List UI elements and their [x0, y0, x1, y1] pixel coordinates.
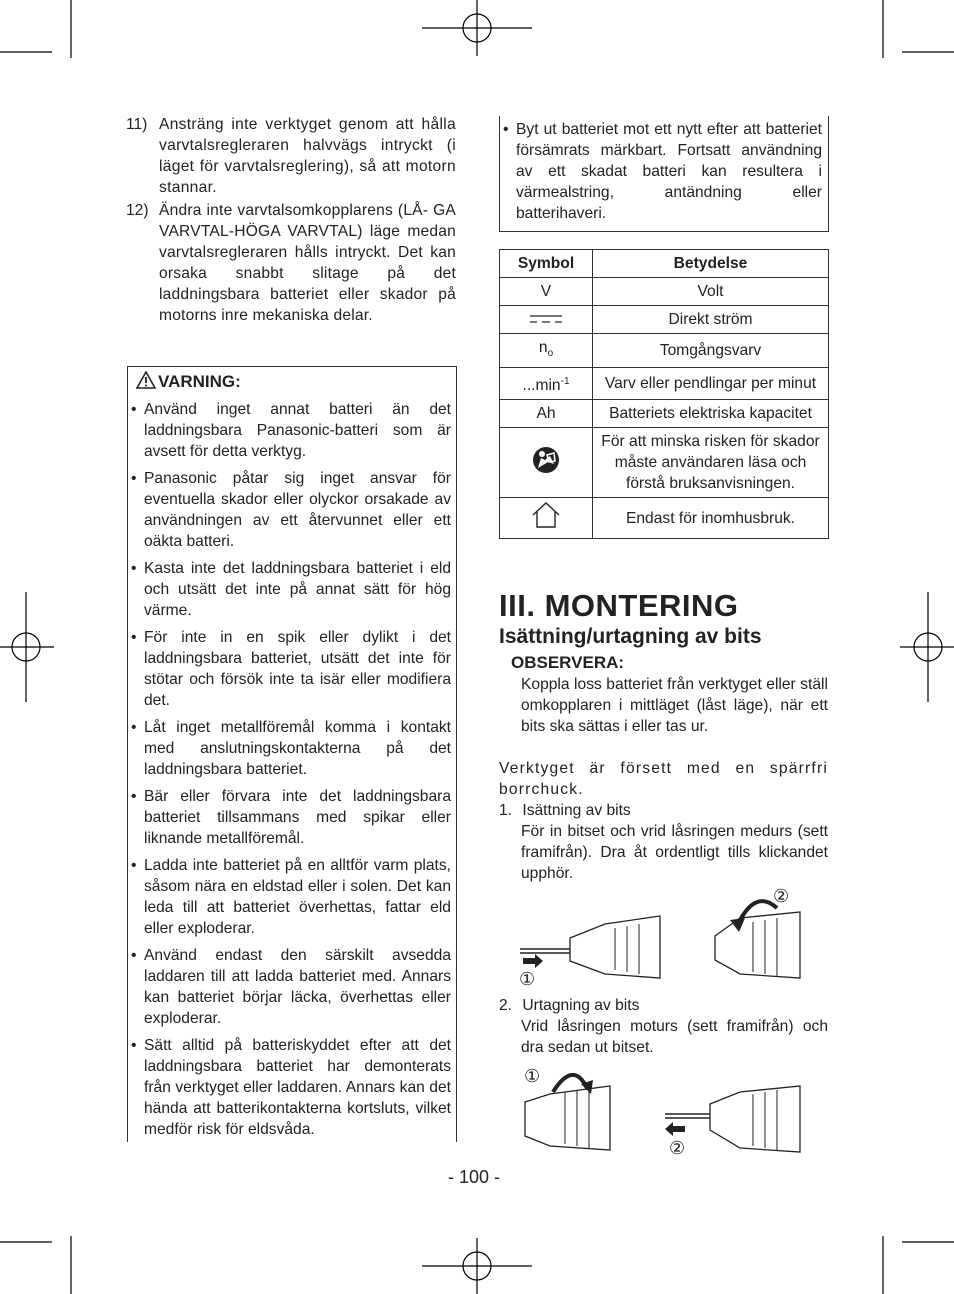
meaning-cell: Direkt ström — [593, 306, 829, 334]
step-number: 1. — [499, 802, 513, 819]
warning-bullet: • Ladda inte batteriet på en alltför varm plats, såsom nära en eldstad eller i solen. Det kan leda till att batteriet överhettas, fattar eld eller exploderar. — [131, 857, 451, 937]
symbol-cell — [500, 498, 593, 539]
warning-bullets — [128, 399, 451, 1146]
warning-bullet: • Panasonic påtar sig inget ansvar för eventuella skador eller olyckor orsakade av användningen av ett återvunnet eller ett oäkta batteri. — [131, 470, 451, 550]
figure-insert-bit — [515, 888, 815, 988]
warning-bullet: • För inte in en spik eller dylikt i det laddningsbara batteriet, utsätt det inte för stötar och försök inte ta isär eller modifiera det. — [131, 629, 451, 709]
table-header: Symbol — [500, 250, 593, 278]
symbol-cell: V — [500, 278, 593, 306]
warning-bullet: • Kasta inte det laddningsbara batteriet i eld och utsätt det inte på annat sätt för hög värme. — [131, 560, 451, 619]
figure-remove-bit — [515, 1064, 815, 1164]
warning-bullet: • Sätt alltid på batteriskyddet efter att det laddningsbara batteriet har demonterats från verktyget eller laddaren. Annars kan det hända att batterikontakterna kortsluts, vilket medför risk för eldsvåda. — [131, 1037, 451, 1138]
intro-text: Verktyget är försett med en spärrfri borrchuck. — [499, 760, 828, 798]
read-manual-icon — [532, 446, 560, 474]
list-item-11 — [126, 114, 456, 198]
meaning-cell: Varv eller pendlingar per minut — [593, 368, 829, 400]
indoor-use-icon — [530, 501, 562, 529]
table-row — [500, 334, 829, 368]
symbol-text: ...min — [522, 377, 561, 395]
meaning-cell: Batteriets elektriska kapacitet — [593, 400, 829, 428]
step-1 — [499, 800, 828, 884]
symbol-text: n — [538, 339, 548, 356]
table-row — [500, 400, 829, 428]
bullet-text: Låt inget metallföremål komma i kontakt med anslutningskontakterna på det laddningsbara batteriet. — [144, 719, 451, 778]
step-2 — [499, 995, 828, 1058]
battery-note-bullet: • Byt ut batteriet mot ett nytt efter att batteriet försämrats märkbart. Fortsatt användning av ett skadat batteri kan resultera i värmealstring, antändning eller batterihaveri. — [503, 121, 822, 222]
symbol-table — [499, 249, 829, 539]
list-item-12 — [126, 200, 456, 326]
figure-label-2: ② — [773, 886, 790, 906]
note-text: Koppla loss batteriet från verktyget eller ställ omkopplaren i mittläget (låst läge), när ett bits ska sättas i eller tas ur. — [521, 676, 828, 735]
warning-bullet: • Bär eller förvara inte det laddningsbara batteriet tillsammans med spikar eller liknande metallföremål. — [131, 788, 451, 847]
figure-label-1: ① — [524, 1066, 541, 1086]
page-number: - 100 - — [448, 1167, 501, 1187]
meaning-cell: För att minska risken för skador måste användaren läsa och förstå bruksanvisningen. — [593, 428, 829, 498]
warning-bullet: • Använd inget annat batteri än det laddningsbara Panasonic-batteri som är avsett för detta verktyg. — [131, 401, 451, 460]
symbol-cell — [500, 428, 593, 498]
step-title: Isättning av bits — [522, 802, 631, 819]
bullet-text: Kasta inte det laddningsbara batteriet i eld och utsätt det inte på annat sätt för hög värme. — [144, 560, 451, 619]
meaning-cell: Volt — [593, 278, 829, 306]
bullet-text: För inte in en spik eller dylikt i det laddningsbara batteriet, utsätt det inte för stötar och försök inte ta isär eller modifiera det. — [144, 629, 451, 709]
step-text: Vrid låsringen moturs (sett framifrån) och dra sedan ut bitset. — [521, 1018, 828, 1056]
bullet-text: Sätt alltid på batteriskyddet efter att det laddningsbara batteriet har demonterats från verktyget eller laddaren. Annars kan det hända att batterikontakterna kortsluts, vilket medför risk för eldsvåda. — [144, 1037, 451, 1138]
symbol-cell — [500, 368, 593, 400]
warning-icon — [136, 371, 156, 389]
bullet-text: Använd endast den särskilt avsedda laddaren till att ladda batteriet med. Annars kan batteriet börjar läcka, överhettas eller exploderar. — [144, 947, 451, 1027]
figure-label-2: ② — [669, 1138, 686, 1158]
warning-box — [127, 366, 457, 1142]
battery-note-box — [499, 116, 829, 232]
bullet-text: Byt ut batteriet mot ett nytt efter att batteriet försämrats märkbart. Fortsatt användning av ett skadat batteri kan resultera i värmealstring, antändning eller batterihaveri. — [516, 121, 822, 222]
warning-bullet: • Använd endast den särskilt avsedda laddaren till att ladda batteriet med. Annars kan batteriet börjar läcka, överhettas eller exploderar. — [131, 947, 451, 1027]
step-title: Urtagning av bits — [522, 997, 640, 1014]
figure-label-1: ① — [519, 969, 536, 989]
bullet-text: Ladda inte batteriet på en alltför varm plats, såsom nära en eldstad eller i solen. Det kan leda till att batteriet överhettas, fattar eld eller exploderar. — [144, 857, 451, 937]
table-row — [500, 306, 829, 334]
table-row — [500, 368, 829, 400]
bullet-text: Panasonic påtar sig inget ansvar för eventuella skador eller olyckor orsakade av användningen av ett återvunnet eller ett oäkta batteri. — [144, 470, 451, 550]
item-number: 12) — [126, 202, 149, 219]
table-row — [500, 428, 829, 498]
bullet-text: Använd inget annat batteri än det laddningsbara Panasonic-batteri som är avsett för detta verktyg. — [144, 401, 451, 460]
warning-title — [136, 371, 241, 392]
bullet-text: Bär eller förvara inte det laddningsbara batteriet tillsammans med spikar eller liknande metallföremål. — [144, 788, 451, 847]
meaning-cell: Tomgångsvarv — [593, 334, 829, 368]
table-header-row — [500, 250, 829, 278]
symbol-cell — [500, 306, 593, 334]
symbol-cell: Ah — [500, 400, 593, 428]
section-title: III. MONTERING — [499, 588, 739, 623]
symbol-subscript: o — [547, 348, 554, 360]
table-header: Betydelse — [593, 250, 829, 278]
table-row — [500, 498, 829, 539]
table-row — [500, 278, 829, 306]
step-text: För in bitset och vrid låsringen medurs (sett framifrån). Dra åt ordentligt tills klickandet upphör. — [521, 823, 828, 882]
meaning-cell: Endast för inomhusbruk. — [593, 498, 829, 539]
warning-title-text: VARNING: — [158, 372, 241, 391]
step-number: 2. — [499, 997, 513, 1014]
subsection-title: Isättning/urtagning av bits — [499, 625, 762, 648]
item-text: Ändra inte varvtalsomkopplarens (LÅ- GA VARVTAL-HÖGA VARVTAL) läge medan varvtalsregleraren hålls intryckt. Det kan orsaka snabbt slitage på det laddningsbara batteriet eller skador på motorns inre mekaniska delar. — [159, 202, 456, 324]
direct-current-icon — [529, 314, 563, 324]
item-text: Ansträng inte verktyget genom att hålla varvtalsregleraren halvvägs intryckt (i läget för varvtalsreglering), så att motorn stannar. — [159, 116, 456, 196]
warning-bullet: • Låt inget metallföremål komma i kontakt med anslutningskontakterna på det laddningsbara batteriet. — [131, 719, 451, 778]
note-title: OBSERVERA: — [511, 653, 625, 672]
symbol-superscript: -1 — [560, 376, 570, 388]
item-number: 11) — [126, 116, 148, 133]
symbol-cell — [500, 334, 593, 368]
